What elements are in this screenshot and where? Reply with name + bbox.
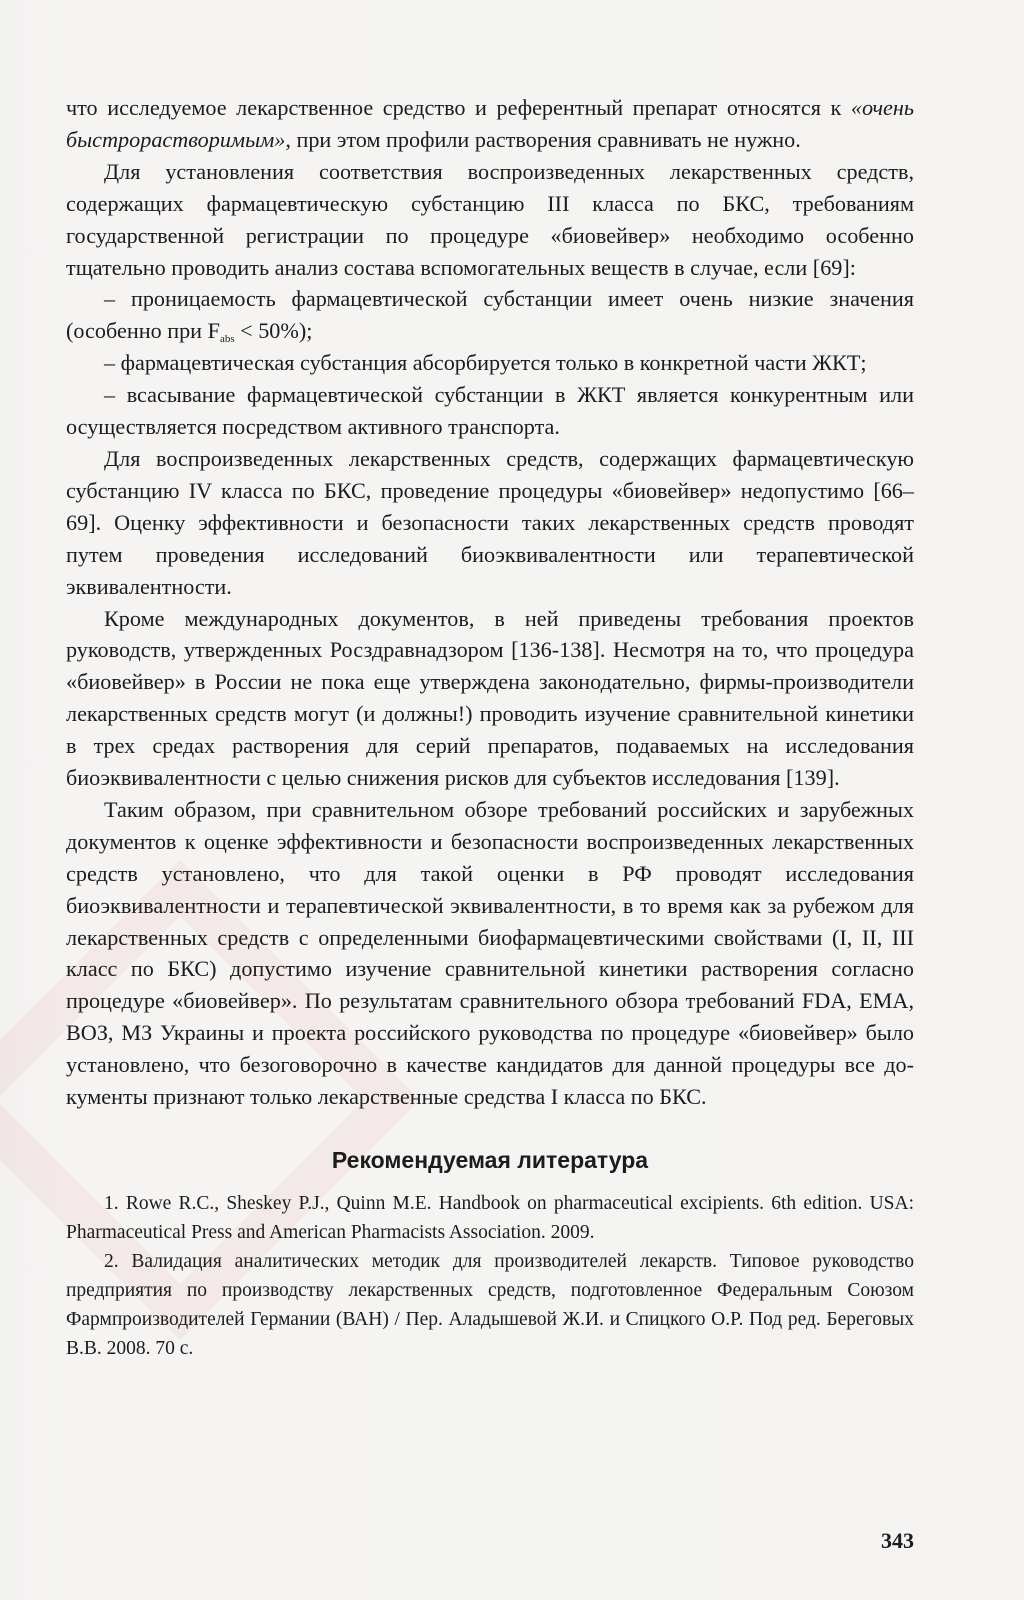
emphasis-term: «очень быстрорастворимым» (66, 95, 914, 152)
list-item-absorption: – фармацевтическая субстанция абсорбируется только в конкретной части ЖКТ; (104, 350, 867, 376)
paragraph-continuation: что исследуемое лекарственное средство и референтный препарат относятся к «очень быстрорастворимым», при этом профили растворения сравнивать не нужно. (66, 95, 914, 152)
reference-list (66, 1189, 914, 1363)
list-item-permeability: – проницаемость фармацевтической субстанции имеет очень низкие значения (особенно при $F_{abs} < 50\%$); (66, 286, 914, 346)
page-number: 343 (881, 1528, 914, 1553)
paragraph-conclusion: Таким образом, при сравнительном обзоре требований российских и зарубежных документов к оценке эффективности и безопасности воспроизведенных лекарственных средств установлено, что для такой оценки в РФ проводят исследования биоэквивалентности и терапевтической эквивалентности, в то время как за рубежом для лекарственных средств с определенными биофармацевтическими свойствами (I, II, III класс по БКС) допустимо изучение сравнительной кинетики растворения согласно процедуре «биовейвер». По результатам сравнительного обзора требований FDA, ЕМА, ВОЗ, МЗ Украины и проекта российского руководства по процедуре «биовейвер» было установлено, что безоговорочно в качестве кандидатов для данной процедуры все документы признают только лекарственные средства I класса по БКС. (66, 796, 914, 1110)
paragraph-biowaiver-class3: Для установления соответствия воспроизведенных лекарственных средств, содержащих фармацевтическую субстанцию III класса по БКС, требованиям государственной регистрации по процедуре «биовейвер» необходимо особенно тщательно проводить анализ состава вспомогательных веществ в случае, если [69]: (66, 158, 914, 280)
paragraph-roszdravnadzor: Кроме международных документов, в ней приведены требования проектов руководств, утвержденных Росздравнадзором [136-138]. Несмотря на то, что процедура «биовейвер» в России не пока еще утверждена законодательно, фирмы-производители лекарственных средств могут (и должны!) проводить изучение сравнительной кинетики в трех средах растворения для серий препаратов, подаваемых на исследования биоэквивалентности с целью снижения рисков для субъектов исследования [139]. (66, 605, 914, 791)
page-body (66, 92, 914, 1363)
paragraph-class4: Для воспроизведенных лекарственных средств, содержащих фармацевтическую субстанцию IV класса по БКС, проведение процедуры «биовейвер» недопустимо [66–69]. Оценку эффективности и безопасности таких лекарственных средств проводят путем проведения исследований биоэквивалентности или терапевтической эквивалентности. (66, 445, 914, 599)
reference-item: 2. Валидация аналитических методик для производителей лекарств. Типовое руководство предприятия по производству лекарственных средств, подготовленное Федеральным Союзом Фармпроизводителей Германии (ВАН) / Пер. Аладышевой Ж.И. и Спицкого О.Р. Под ред. Береговых В.В. 2008. 70 с. (66, 1251, 914, 1359)
reference-item: 1. Rowe R.C., Sheskey P.J., Quinn M.E. Handbook on pharmaceutical excipients. 6th edition. USA: Pharmaceutical Press and American Pharmacists Association. 2009. (66, 1193, 914, 1243)
list-item-transport: – всасывание фармацевтической субстанции в ЖКТ является конкурентным или осуществляется посредством активного транспорта. (66, 382, 914, 440)
section-title-references: Рекомендуемая литература (331, 1147, 649, 1173)
